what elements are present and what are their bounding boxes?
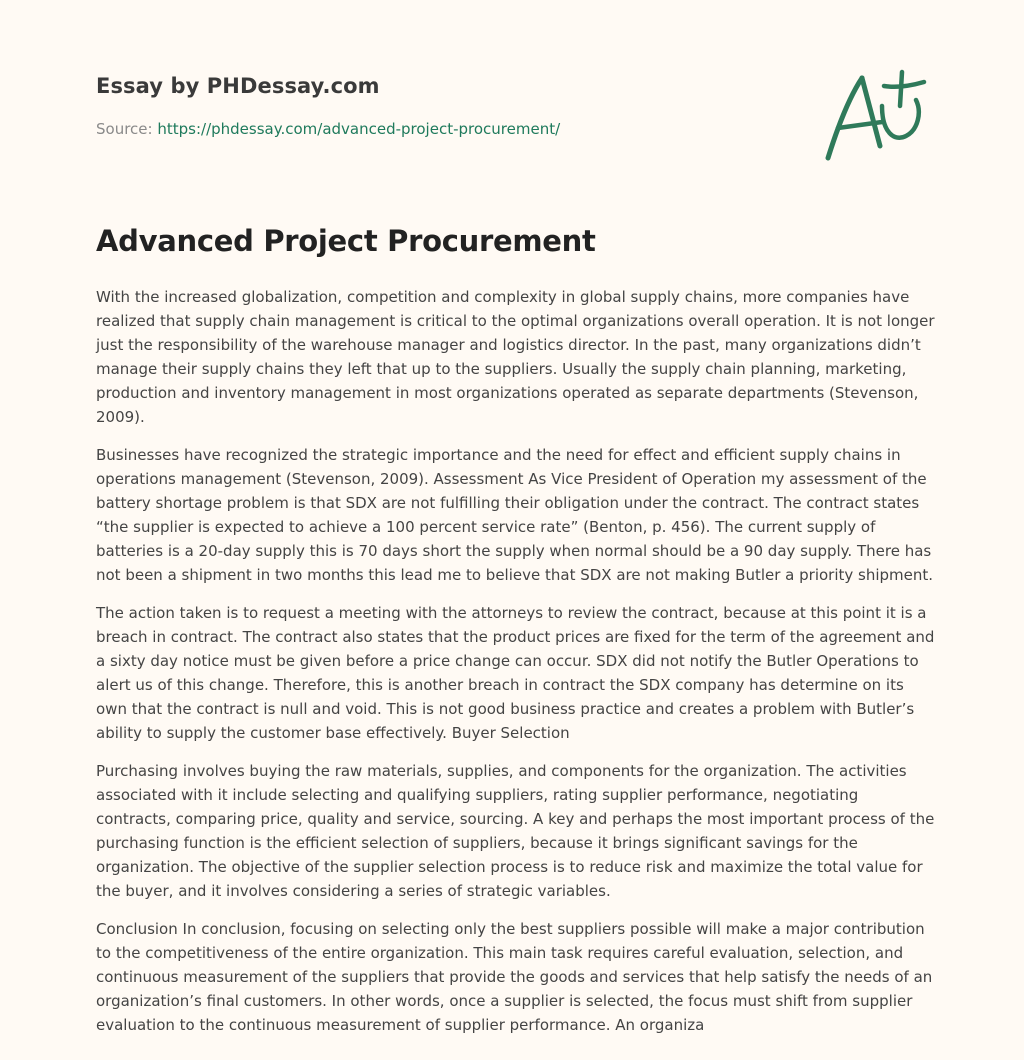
header bbox=[96, 74, 796, 138]
a-plus-logo-icon bbox=[818, 66, 930, 166]
brand-title: Essay by PHDessay.com bbox=[96, 74, 380, 98]
paragraph: Conclusion In conclusion, focusing on selecting only the best suppliers possible will make a major contribution to the competitiveness of the entire organization. This main task requires careful evaluation, selection, and continuous measurement of the suppliers that provide the goods and services that help satisfy the needs of an organization’s final customers. In other words, once a supplier is selected, the focus must shift from supplier evaluation to the continuous measurement of supplier performance. An organiza bbox=[96, 920, 933, 1034]
paragraph: Businesses have recognized the strategic importance and the need for effect and efficient supply chains in operations management (Stevenson, 2009). Assessment As Vice President of Operation my assessment of the battery shortage problem is that SDX are not fulfilling their obligation under the contract. The contract states “the supplier is expected to achieve a 100 percent service rate” (Benton, p. 456). The current supply of batteries is a 20-day supply this is 70 days short the supply when normal should be a 90 day supply. There has not been a shipment in two months this lead me to believe that SDX are not making Butler a priority shipment. bbox=[96, 446, 934, 584]
article-body bbox=[96, 285, 936, 1051]
source-link[interactable]: https://phdessay.com/advanced-project-procurement/ bbox=[157, 120, 561, 138]
paragraph: The action taken is to request a meeting with the attorneys to review the contract, because at this point it is a breach in contract. The contract also states that the product prices are fixed for the term of the agreement and a sixty day notice must be given before a price change can occur. SDX did not notify the Butler Operations to alert us of this change. Therefore, this is another breach in contract the SDX company has determine on its own that the contract is null and void. This is not good business practice and creates a problem with Butler’s ability to supply the customer base effectively. Buyer Selection bbox=[96, 604, 935, 742]
article-title: Advanced Project Procurement bbox=[96, 224, 596, 258]
source-line bbox=[96, 120, 796, 138]
paragraph: Purchasing involves buying the raw materials, supplies, and components for the organization. The activities associated with it include selecting and qualifying suppliers, rating supplier performance, negotiating contracts, comparing price, quality and service, sourcing. A key and perhaps the most important process of the purchasing function is the efficient selection of suppliers, because it brings significant savings for the organization. The objective of the supplier selection process is to reduce risk and maximize the total value for the buyer, and it involves considering a series of strategic variables. bbox=[96, 762, 935, 900]
source-label: Source: bbox=[96, 120, 153, 138]
paragraph: With the increased globalization, competition and complexity in global supply chains, more companies have realized that supply chain management is critical to the optimal organizations overall operation. It is not longer just the responsibility of the warehouse manager and logistics director. In the past, many organizations didn’t manage their supply chains they left that up to the suppliers. Usually the supply chain planning, marketing, production and inventory management in most organizations operated as separate departments (Stevenson, 2009). bbox=[96, 288, 935, 426]
